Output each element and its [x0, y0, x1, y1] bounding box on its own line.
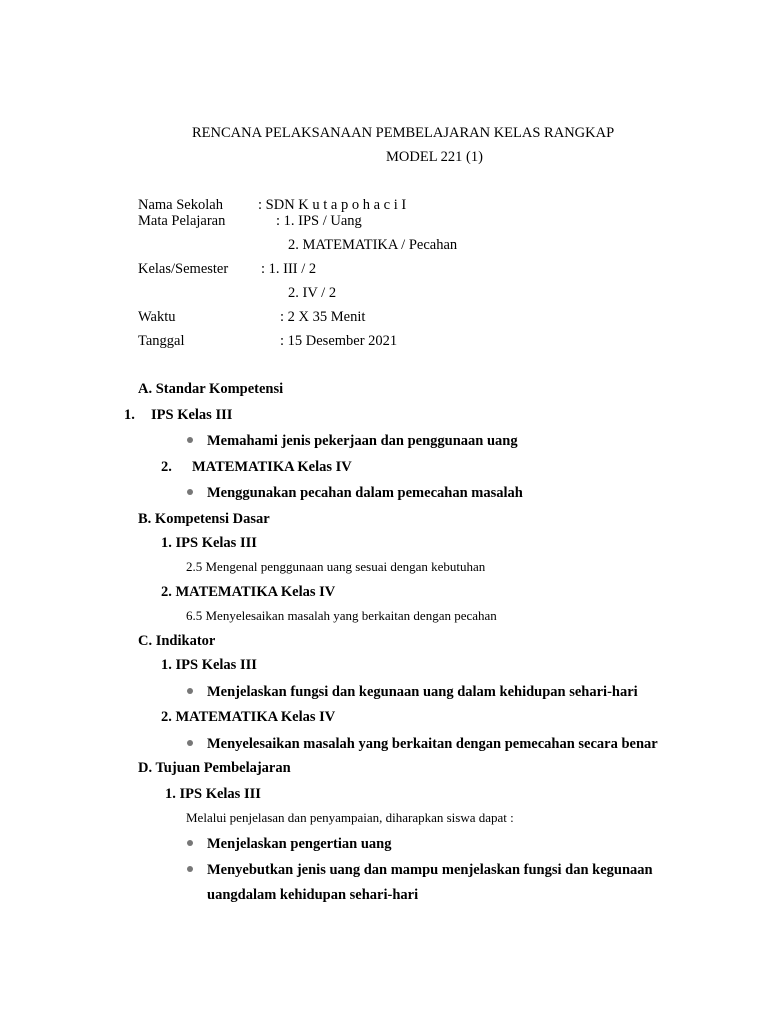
- document-title: RENCANA PELAKSANAAN PEMBELAJARAN KELAS RANGKAP: [192, 125, 615, 141]
- bullet-icon: [187, 840, 193, 846]
- section-b-item1-title: 1. IPS Kelas III: [161, 535, 257, 551]
- section-d-bullet1: Menjelaskan pengertian uang: [207, 836, 392, 852]
- waktu-value: : 2 X 35 Menit: [280, 309, 366, 325]
- mata-pelajaran-label: Mata Pelajaran: [138, 213, 226, 229]
- section-c-item1-bullet: Menjelaskan fungsi dan kegunaan uang dalam kehidupan sehari-hari: [207, 684, 638, 700]
- section-d-item1-intro: Melalui penjelasan dan penyampaian, diharapkan siswa dapat :: [186, 810, 514, 825]
- tanggal-value: : 15 Desember 2021: [280, 333, 398, 349]
- section-d-item1-title: 1. IPS Kelas III: [165, 786, 261, 802]
- kelas-semester-value-2: 2. IV / 2: [288, 285, 337, 301]
- section-b-heading: B. Kompetensi Dasar: [138, 511, 270, 527]
- nama-sekolah-value: : SDN K u t a p o h a c i I: [258, 197, 407, 213]
- section-b-item1-text: 2.5 Mengenal penggunaan uang sesuai dengan kebutuhan: [186, 559, 486, 574]
- section-a-item1-bullet: Memahami jenis pekerjaan dan penggunaan uang: [207, 433, 518, 449]
- section-b-item2-title: 2. MATEMATIKA Kelas IV: [161, 584, 336, 600]
- kelas-semester-value-1: : 1. III / 2: [261, 261, 317, 277]
- section-a-item1-number: 1.: [124, 407, 135, 423]
- section-d-bullet2-line2: uangdalam kehidupan sehari-hari: [207, 887, 419, 903]
- bullet-icon: [187, 866, 193, 872]
- section-a-heading: A. Standar Kompetensi: [138, 381, 284, 397]
- section-c-heading: C. Indikator: [138, 633, 216, 649]
- bullet-icon: [187, 740, 193, 746]
- section-b-item2-text: 6.5 Menyelesaikan masalah yang berkaitan dengan pecahan: [186, 608, 497, 623]
- section-c-item2-title: 2. MATEMATIKA Kelas IV: [161, 709, 336, 725]
- section-d-heading: D. Tujuan Pembelajaran: [138, 760, 291, 776]
- section-a-item2-bullet: Menggunakan pecahan dalam pemecahan masalah: [207, 485, 523, 501]
- tanggal-label: Tanggal: [138, 333, 185, 349]
- section-a-item1-title: IPS Kelas III: [151, 407, 233, 423]
- bullet-icon: [187, 489, 193, 495]
- waktu-label: Waktu: [138, 309, 176, 325]
- mata-pelajaran-value-2: 2. MATEMATIKA / Pecahan: [288, 237, 458, 253]
- document-subtitle: MODEL 221 (1): [386, 149, 483, 165]
- bullet-icon: [187, 437, 193, 443]
- section-c-item2-bullet: Menyelesaikan masalah yang berkaitan dengan pemecahan secara benar: [207, 736, 658, 752]
- section-c-item1-title: 1. IPS Kelas III: [161, 657, 257, 673]
- bullet-icon: [187, 688, 193, 694]
- section-a-item2-number: 2.: [161, 459, 172, 475]
- nama-sekolah-label: Nama Sekolah: [138, 197, 223, 213]
- section-a-item2-title: MATEMATIKA Kelas IV: [192, 459, 352, 475]
- section-d-bullet2-line1: Menyebutkan jenis uang dan mampu menjelaskan fungsi dan kegunaan: [207, 862, 653, 878]
- mata-pelajaran-value-1: : 1. IPS / Uang: [276, 213, 362, 229]
- kelas-semester-label: Kelas/Semester: [138, 261, 229, 277]
